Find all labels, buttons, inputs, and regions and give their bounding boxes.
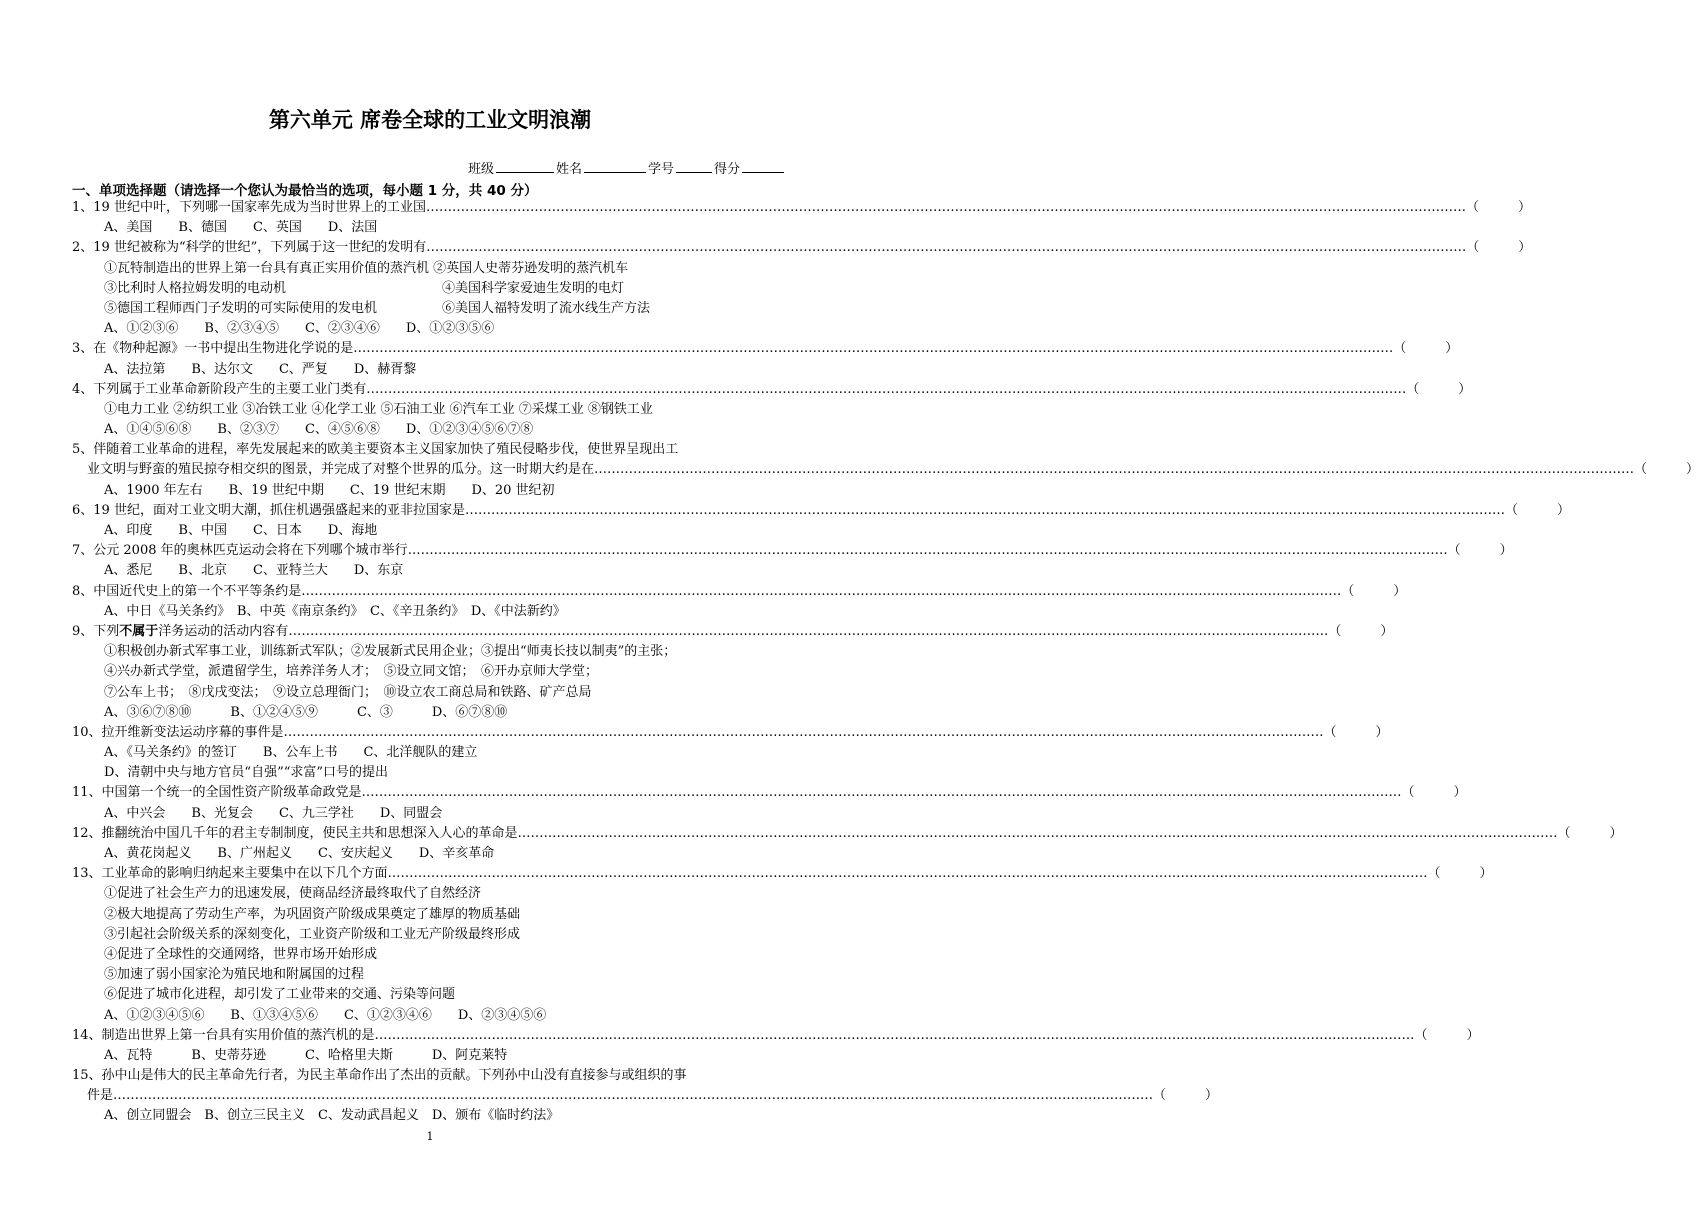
- leader-dots: ……………………………………………………………………………………………………………………………………………………………………………………………………………………: [288, 623, 1329, 639]
- question-7: 7、公元 2008 年的奥林匹克运动会将在下列哪个城市举行 …………………………………………………………………………………………………………………………………………………………………………………………………………………… （ ）: [72, 541, 786, 561]
- question-4-item-line: ①电力工业 ②纺织工业 ③冶铁工业 ④化学工业 ⑤石油工业 ⑥汽车工业 ⑦采煤工业 ⑧钢铁工业: [104, 401, 653, 417]
- answer-paren[interactable]: （ ）: [1328, 623, 1394, 639]
- leader-dots: ……………………………………………………………………………………………………………………………………………………………………………………………………………………: [426, 240, 1467, 256]
- question-10: 10、拉开维新变法运动序幕的事件是 …………………………………………………………………………………………………………………………………………………………………………………………………………………… （ ）: [72, 723, 786, 743]
- question-1-options: A、美国 B、德国 C、英国 D、法国: [104, 220, 378, 236]
- question-15: 件是 …………………………………………………………………………………………………………………………………………………………………………………………………………………… （ ）: [72, 1086, 786, 1106]
- leader-dots: ……………………………………………………………………………………………………………………………………………………………………………………………………………………: [374, 1027, 1415, 1043]
- answer-paren[interactable]: （ ）: [1401, 785, 1467, 801]
- question-9-item-line: ⑦公车上书； ⑧戊戌变法； ⑨设立总理衙门； ⑩设立农工商总局和铁路、矿产总局: [104, 684, 592, 700]
- answer-paren[interactable]: （ ）: [1634, 462, 1699, 478]
- question-4: 4、下列属于工业革命新阶段产生的主要工业门类有 …………………………………………………………………………………………………………………………………………………………………………………………………………………… （ ）: [72, 380, 786, 400]
- question-15-options: A、创立同盟会 B、创立三民主义 C、发动武昌起义 D、颁布《临时约法》: [104, 1108, 560, 1124]
- leader-dots: ……………………………………………………………………………………………………………………………………………………………………………………………………………………: [301, 583, 1342, 599]
- name-blank[interactable]: [584, 160, 646, 173]
- question-14-options: A、瓦特 B、史蒂芬逊 C、哈格里夫斯 D、阿克莱特: [104, 1047, 508, 1063]
- question-2: 2、19 世纪被称为“科学的世纪”，下列属于这一世纪的发明有 …………………………………………………………………………………………………………………………………………………………………………………………………………………… （ ）: [72, 238, 786, 258]
- question-9-options: A、③⑥⑦⑧⑩ B、①②④⑤⑨ C、③ D、⑥⑦⑧⑩: [104, 704, 508, 720]
- question-13-item-line: ②极大地提高了劳动生产率，为巩固资产阶级成果奠定了雄厚的物质基础: [104, 906, 521, 922]
- answer-paren[interactable]: （ ）: [1466, 240, 1532, 256]
- answer-paren[interactable]: （ ）: [1465, 200, 1531, 215]
- question-13-item-line: ④促进了全球性的交通网络，世界市场开始形成: [104, 946, 378, 962]
- leader-dots: ……………………………………………………………………………………………………………………………………………………………………………………………………………………: [387, 866, 1428, 882]
- answer-paren[interactable]: （ ）: [1427, 866, 1493, 882]
- question-4-options: A、①④⑤⑥⑧ B、②③⑦ C、④⑤⑥⑧ D、①②③④⑤⑥⑦⑧: [104, 422, 534, 438]
- question-3: 3、在《物种起源》一书中提出生物进化学说的是 …………………………………………………………………………………………………………………………………………………………………………………………………………………… （ ）: [72, 339, 786, 359]
- question-10-options: A、《马关条约》的签订 B、公车上书 C、北洋舰队的建立: [104, 745, 478, 761]
- question-12: 12、推翻统治中国几千年的君主专制制度，使民主共和思想深入人心的革命是 …………………………………………………………………………………………………………………………………………………………………………………………………………………… （ ）: [72, 824, 786, 844]
- page-number: 1: [426, 1130, 434, 1143]
- question-12-options: A、黄花岗起义 B、广州起义 C、安庆起义 D、辛亥革命: [104, 846, 495, 861]
- student-info-line: [468, 158, 786, 177]
- name-label: 姓名: [555, 162, 582, 177]
- question-2-options: A、①②③⑥ B、②③④⑤ C、②③④⑥ D、①②③⑤⑥: [104, 321, 495, 337]
- number-blank[interactable]: [676, 160, 712, 173]
- answer-paren[interactable]: （ ）: [1323, 724, 1389, 740]
- answer-paren[interactable]: （ ）: [1153, 1088, 1219, 1104]
- class-blank[interactable]: [496, 160, 554, 173]
- answer-paren[interactable]: （ ）: [1406, 381, 1472, 397]
- question-1: 1、19 世纪中叶，下列哪一国家率先成为当时世界上的工业国 …………………………………………………………………………………………………………………………………………………………………………………………………………………… （ ）: [72, 198, 786, 218]
- leader-dots: ……………………………………………………………………………………………………………………………………………………………………………………………………………………: [366, 381, 1407, 397]
- question-6-options: A、印度 B、中国 C、日本 D、海地: [104, 523, 378, 538]
- question-9-item-line: ①积极创办新式军事工业，训练新式军队；②发展新式民用企业；③提出“师夷长技以制夷”的主张；: [104, 644, 677, 660]
- question-2-item-line: ③比利时人格拉姆发明的电动机 ④美国科学家爱迪生发明的电灯: [104, 280, 625, 296]
- question-2-item-line: ①瓦特制造出的世界上第一台具有真正实用价值的蒸汽机 ②英国人史蒂芬逊发明的蒸汽机车: [104, 260, 629, 276]
- question-13-item-line: ③引起社会阶级关系的深刻变化，工业资产阶级和工业无产阶级最终形成: [104, 926, 521, 942]
- question-13-options: A、①②③④⑤⑥ B、①③④⑤⑥ C、①②③④⑥ D、②③④⑤⑥: [104, 1007, 547, 1023]
- question-10-options: D、清朝中央与地方官员“自强”“求富”口号的提出: [104, 765, 389, 781]
- question-list: [72, 198, 1699, 1127]
- leader-dots: ……………………………………………………………………………………………………………………………………………………………………………………………………………………: [283, 724, 1324, 740]
- answer-paren[interactable]: （ ）: [1414, 1027, 1480, 1043]
- score-blank[interactable]: [742, 160, 784, 173]
- question-9: 9、下列不属于洋务运动的活动内容有 …………………………………………………………………………………………………………………………………………………………………………………………………………………… （ ）: [72, 622, 786, 642]
- class-label: 班级: [467, 162, 494, 177]
- answer-paren[interactable]: （ ）: [1393, 341, 1459, 357]
- leader-dots: ……………………………………………………………………………………………………………………………………………………………………………………………………………………: [464, 502, 1505, 518]
- question-9-item-line: ④兴办新式学堂，派遣留学生，培养洋务人才； ⑤设立同文馆； ⑥开办京师大学堂；: [104, 664, 599, 680]
- leader-dots: ……………………………………………………………………………………………………………………………………………………………………………………………………………………: [425, 200, 1466, 215]
- question-11-options: A、中兴会 B、光复会 C、九三学社 D、同盟会: [104, 805, 443, 821]
- question-13-item-line: ⑥促进了城市化进程，却引发了工业带来的交通、污染等问题: [104, 987, 456, 1003]
- answer-paren[interactable]: （ ）: [1504, 502, 1570, 518]
- answer-paren[interactable]: （ ）: [1557, 825, 1623, 841]
- leader-dots: ……………………………………………………………………………………………………………………………………………………………………………………………………………………: [361, 785, 1402, 801]
- question-7-options: A、悉尼 B、北京 C、亚特兰大 D、东京: [104, 563, 404, 579]
- question-2-item-line: ⑤德国工程师西门子发明的可实际使用的发电机 ⑥美国人福特发明了流水线生产方法: [104, 300, 651, 316]
- section-heading: 一、单项选择题（请选择一个您认为最恰当的选项，每小题 1 分，共 40 分）: [72, 183, 538, 199]
- question-13: 13、工业革命的影响归纳起来主要集中在以下几个方面 …………………………………………………………………………………………………………………………………………………………………………………………………………………… （ ）: [72, 864, 786, 884]
- answer-paren[interactable]: （ ）: [1447, 543, 1513, 559]
- question-5-options: A、1900 年左右 B、19 世纪中期 C、19 世纪末期 D、20 世纪初: [104, 482, 555, 498]
- question-15-text-line: 15、孙中山是伟大的民主革命先行者，为民主革命作出了杰出的贡献。下列孙中山没有直接参与或组织的事: [72, 1068, 687, 1084]
- leader-dots: ……………………………………………………………………………………………………………………………………………………………………………………………………………………: [517, 825, 1558, 841]
- leader-dots: ……………………………………………………………………………………………………………………………………………………………………………………………………………………: [594, 462, 1635, 478]
- leader-dots: ……………………………………………………………………………………………………………………………………………………………………………………………………………………: [353, 341, 1394, 357]
- question-13-item-line: ①促进了社会生产力的迅速发展，使商品经济最终取代了自然经济: [104, 886, 482, 902]
- question-11: 11、中国第一个统一的全国性资产阶级革命政党是 …………………………………………………………………………………………………………………………………………………………………………………………………………………… （ ）: [72, 783, 786, 803]
- question-5: 业文明与野蛮的殖民掠夺相交织的图景，并完成了对整个世界的瓜分。这一时期大约是在 …………………………………………………………………………………………………………………………………………………………………………………………………………………… （ ）: [72, 460, 786, 480]
- question-5-text-line: 5、伴随着工业革命的进程，率先发展起来的欧美主要资本主义国家加快了殖民侵略步伐，使世界呈现出工: [72, 442, 679, 458]
- question-14: 14、制造出世界上第一台具有实用价值的蒸汽机的是 …………………………………………………………………………………………………………………………………………………………………………………………………………………… （ ）: [72, 1026, 786, 1046]
- leader-dots: ……………………………………………………………………………………………………………………………………………………………………………………………………………………: [113, 1088, 1154, 1104]
- question-8: 8、中国近代史上的第一个不平等条约是 …………………………………………………………………………………………………………………………………………………………………………………………………………………… （ ）: [72, 582, 786, 602]
- score-label: 得分: [713, 162, 740, 177]
- number-label: 学号: [647, 162, 674, 177]
- question-6: 6、19 世纪，面对工业文明大潮，抓住机遇强盛起来的亚非拉国家是 …………………………………………………………………………………………………………………………………………………………………………………………………………………… （ ）: [72, 501, 786, 521]
- page-title: 第六单元 席卷全球的工业文明浪潮: [268, 108, 592, 132]
- leader-dots: ……………………………………………………………………………………………………………………………………………………………………………………………………………………: [407, 543, 1448, 559]
- emphasis-text: 不属于: [119, 623, 159, 639]
- question-8-options: A、中日《马关条约》 B、中英《南京条约》 C、《辛丑条约》 D、《中法新约》: [104, 603, 566, 619]
- question-13-item-line: ⑤加速了弱小国家沦为殖民地和附属国的过程: [104, 967, 365, 983]
- answer-paren[interactable]: （ ）: [1341, 583, 1407, 599]
- question-3-options: A、法拉第 B、达尔文 C、严复 D、赫胥黎: [104, 361, 417, 377]
